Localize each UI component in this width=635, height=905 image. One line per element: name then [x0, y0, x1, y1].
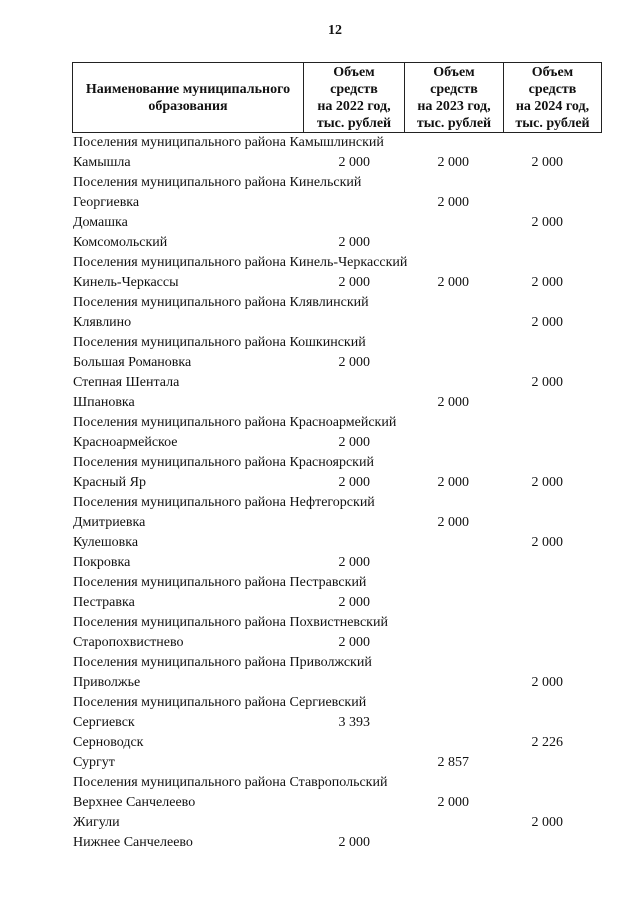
district-heading-row [0, 173, 635, 193]
municipality-name: Поселения муниципального района Похвистневский [73, 615, 388, 630]
municipality-name: Степная Шентала [73, 375, 180, 390]
table-row [0, 433, 635, 453]
municipality-name: Красный Яр [73, 475, 146, 490]
district-heading-row [0, 493, 635, 513]
table-row [0, 593, 635, 613]
table-row [0, 233, 635, 253]
district-heading-row [0, 653, 635, 673]
table-row [0, 813, 635, 833]
municipality-name: Камышла [73, 155, 131, 170]
table-row [0, 833, 635, 853]
municipality-name: Сургут [73, 755, 115, 770]
header-2023-column [405, 63, 504, 133]
table-row [0, 533, 635, 553]
municipality-name: Приволжье [73, 675, 141, 690]
municipality-name: Поселения муниципального района Кошкинский [73, 335, 366, 350]
amount-2024: 2 226 [531, 735, 563, 750]
amount-2023: 2 000 [437, 515, 469, 530]
header-2024-column [504, 63, 602, 133]
municipality-name: Красноармейское [73, 435, 178, 450]
amount-2022: 2 000 [338, 235, 370, 250]
municipality-name: Поселения муниципального района Кинель-Черкасский [73, 255, 408, 270]
municipality-name: Серноводск [73, 735, 144, 750]
amount-2024: 2 000 [531, 215, 563, 230]
municipality-name: Сергиевск [73, 715, 135, 730]
municipality-name: Поселения муниципального района Пестравский [73, 575, 367, 590]
municipality-name: Дмитриевка [73, 515, 146, 530]
district-heading-row [0, 773, 635, 793]
table-row [0, 473, 635, 493]
amount-2022: 2 000 [338, 155, 370, 170]
amount-2022: 2 000 [338, 555, 370, 570]
amount-2022: 2 000 [338, 435, 370, 450]
municipality-name: Поселения муниципального района Клявлинский [73, 295, 369, 310]
table-row [0, 793, 635, 813]
district-heading-row [0, 413, 635, 433]
municipality-name: Жигули [73, 815, 120, 830]
municipality-name: Поселения муниципального района Красноармейский [73, 415, 397, 430]
table-row [0, 353, 635, 373]
amount-2024: 2 000 [531, 315, 563, 330]
amount-2023: 2 000 [437, 155, 469, 170]
amount-2023: 2 857 [437, 755, 469, 770]
municipality-name: Пестравка [73, 595, 135, 610]
amount-2024: 2 000 [531, 475, 563, 490]
municipality-name: Домашка [73, 215, 128, 230]
amount-2022: 2 000 [338, 475, 370, 490]
municipality-name: Поселения муниципального района Красноярский [73, 455, 374, 470]
municipality-name: Поселения муниципального района Ставропольский [73, 775, 388, 790]
table-row [0, 513, 635, 533]
header-line: средств [528, 81, 577, 97]
amount-2024: 2 000 [531, 535, 563, 550]
header-line: на 2022 год, [317, 98, 391, 114]
table-row [0, 673, 635, 693]
amount-2023: 2 000 [437, 795, 469, 810]
header-line: тыс. рублей [416, 115, 492, 131]
amount-2022: 2 000 [338, 355, 370, 370]
municipality-name: Георгиевка [73, 195, 140, 210]
header-line: тыс. рублей [515, 115, 590, 131]
municipality-name: Поселения муниципального района Нефтегорский [73, 495, 375, 510]
district-heading-row [0, 333, 635, 353]
municipality-name: Клявлино [73, 315, 132, 330]
municipality-name: Кулешовка [73, 535, 139, 550]
header-line: Объем [433, 64, 475, 80]
amount-2022: 2 000 [338, 835, 370, 850]
header-line: тыс. рублей [316, 115, 392, 131]
header-name-column: Наименование муниципального образования [73, 63, 304, 133]
amount-2022: 3 393 [338, 715, 370, 730]
municipality-name: Покровка [73, 555, 131, 570]
amount-2024: 2 000 [531, 815, 563, 830]
municipality-name: Поселения муниципального района Приволжский [73, 655, 372, 670]
table-row [0, 393, 635, 413]
table-row [0, 373, 635, 393]
district-heading-row [0, 613, 635, 633]
header-line: средств [430, 81, 478, 97]
amount-2022: 2 000 [338, 595, 370, 610]
district-heading-row [0, 133, 635, 153]
amount-2023: 2 000 [437, 395, 469, 410]
municipality-name: Большая Романовка [73, 355, 192, 370]
amount-2024: 2 000 [531, 155, 563, 170]
amount-2023: 2 000 [437, 275, 469, 290]
municipality-name: Кинель-Черкассы [73, 275, 179, 290]
municipality-name: Нижнее Санчелеево [73, 835, 193, 850]
table-row [0, 313, 635, 333]
municipality-name: Поселения муниципального района Кинельский [73, 175, 362, 190]
table-row [0, 553, 635, 573]
amount-2023: 2 000 [437, 195, 469, 210]
table-row [0, 753, 635, 773]
table-header [72, 62, 602, 133]
municipality-name: Комсомольский [73, 235, 168, 250]
header-line: Объем [333, 64, 375, 80]
municipality-name: Верхнее Санчелеево [73, 795, 196, 810]
amount-2024: 2 000 [531, 375, 563, 390]
header-2022-column [304, 63, 405, 133]
table-row [0, 633, 635, 653]
header-line: Объем [531, 64, 574, 80]
header-line: на 2023 год, [417, 98, 491, 114]
municipality-name: Шпановка [73, 395, 135, 410]
table-body [0, 133, 635, 853]
table-row [0, 153, 635, 173]
district-heading-row [0, 453, 635, 473]
header-line: на 2024 год, [515, 98, 590, 114]
municipality-name: Старопохвистнево [73, 635, 184, 650]
table-row [0, 273, 635, 293]
amount-2022: 2 000 [338, 275, 370, 290]
district-heading-row [0, 253, 635, 273]
table-row [0, 193, 635, 213]
amount-2023: 2 000 [437, 475, 469, 490]
district-heading-row [0, 693, 635, 713]
page-number: 12 [328, 23, 342, 38]
table-row [0, 213, 635, 233]
amount-2024: 2 000 [531, 675, 563, 690]
municipality-name: Поселения муниципального района Камышлинский [73, 135, 384, 150]
amount-2024: 2 000 [531, 275, 563, 290]
district-heading-row [0, 573, 635, 593]
district-heading-row [0, 293, 635, 313]
amount-2022: 2 000 [338, 635, 370, 650]
table-row [0, 713, 635, 733]
municipality-name: Поселения муниципального района Сергиевский [73, 695, 367, 710]
table-row [0, 733, 635, 753]
header-line: средств [330, 81, 378, 97]
